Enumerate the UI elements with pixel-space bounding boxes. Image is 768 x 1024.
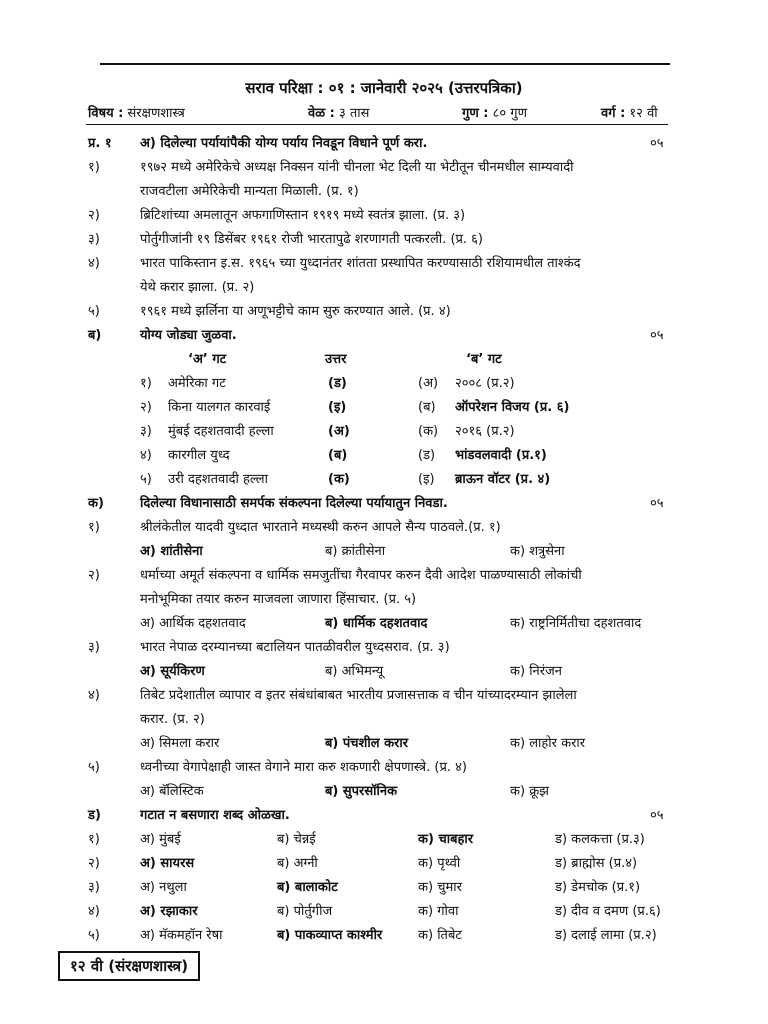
c2-option-b: ब) धार्मिक दहशतवाद	[325, 616, 428, 631]
c2-option-a: अ) आर्थिक दहशतवाद	[140, 616, 246, 631]
match-col-a: उरी दहशतवादी हल्ला	[168, 472, 268, 487]
col-b-header: ‘ब’ गट	[466, 352, 502, 367]
match-answer: (क)	[328, 472, 350, 487]
d-option-b: ब) अग्नी	[277, 856, 318, 871]
section-b-label: ब)	[88, 328, 102, 343]
question-number: प्र. १	[88, 136, 112, 151]
d-option-c: क) गोवा	[418, 904, 459, 919]
page-title: सराव परिक्षा : ०१ : जानेवारी २०२५ (उत्तरपत्रिका)	[245, 79, 523, 97]
match-b-key: (अ)	[418, 376, 439, 391]
a3-line1: पोर्तुगीजांनी १९ डिसेंबर १९६१ रोजी भारतापुढे शरणागती पत्करली. (प्र. ६)	[140, 232, 484, 247]
d-row-number: ४)	[88, 904, 100, 919]
marks-field: गुण : ८० गुण	[462, 106, 527, 121]
d-option-a: अ) मॅकमहॉन रेषा	[140, 928, 223, 943]
d-option-c: क) तिबेट	[418, 928, 462, 943]
d-option-c: क) चाबहार	[418, 832, 474, 847]
match-col-a: कारगील युध्द	[168, 448, 230, 463]
d-option-d: ड) ब्राह्मोस (प्र.४)	[555, 856, 638, 871]
section-a-marks: ०५	[650, 136, 664, 151]
a1-number: १)	[88, 160, 100, 175]
c5-option-c: क) क्रूझ	[510, 784, 550, 799]
c5-line1: ध्वनीच्या वेगापेक्षाही जास्त वेगाने मारा करु शकणारी क्षेपणास्त्रे. (प्र. ४)	[140, 760, 467, 775]
a5-line1: १९६१ मध्ये झर्लिना या अणूभट्टीचे काम सुरु करण्यात आले. (प्र. ४)	[140, 304, 451, 319]
a5-number: ५)	[88, 304, 100, 319]
d-row-number: १)	[88, 832, 100, 847]
a2-line1: ब्रिटिशांच्या अमलातून अफगाणिस्तान १९१९ मध्ये स्वतंत्र झाला. (प्र. ३)	[140, 208, 466, 223]
match-b-key: (इ)	[418, 472, 435, 487]
section-c-marks: ०५	[650, 496, 664, 511]
a4-number: ४)	[88, 256, 100, 271]
a4-line2: येथे करार झाला. (प्र. २)	[140, 280, 255, 295]
match-answer: (अ)	[328, 424, 350, 439]
d-row-number: ५)	[88, 928, 100, 943]
a1-line2: राजवटीला अमेरिकेची मान्यता मिळाली. (प्र. १)	[140, 184, 359, 199]
d-row-number: ३)	[88, 880, 100, 895]
c4-number: ४)	[88, 688, 100, 703]
c2-number: २)	[88, 568, 100, 583]
a2-number: २)	[88, 208, 100, 223]
time-field: वेळ : ३ तास	[308, 106, 370, 121]
match-col-b: ब्राऊन वॉटर (प्र. ४)	[455, 472, 551, 487]
d-option-d: ड) दलाई लामा (प्र.२)	[555, 928, 657, 943]
d-option-b: ब) चेन्नई	[277, 832, 316, 847]
c4-option-b: ब) पंचशील करार	[325, 736, 409, 751]
section-b-marks: ०५	[650, 328, 664, 343]
c5-option-a: अ) बॅलिस्टिक	[140, 784, 204, 799]
c4-option-c: क) लाहोर करार	[510, 736, 586, 751]
c3-option-c: क) निरंजन	[510, 664, 562, 679]
match-row-number: ४)	[140, 448, 152, 463]
col-answer-header: उत्तर	[325, 352, 347, 367]
col-a-header: ‘अ’ गट	[188, 352, 227, 367]
c1-option-a: अ) शांतीसेना	[140, 544, 203, 559]
match-col-b: ऑपरेशन विजय (प्र. ६)	[455, 400, 570, 415]
section-d-marks: ०५	[650, 808, 664, 823]
c3-line1: भारत नेपाळ दरम्यानच्या बटालियन पातळीवरील युध्दसराव. (प्र. ३)	[140, 640, 450, 655]
a4-line1: भारत पाकिस्तान इ.स. १९६५ च्या युध्दानंतर शांतता प्रस्थापित करण्यासाठी रशियामधील ताश्कंद	[140, 256, 581, 271]
match-b-key: (क)	[418, 424, 439, 439]
match-row-number: ५)	[140, 472, 152, 487]
c1-option-b: ब) क्रांतीसेना	[325, 544, 386, 559]
d-row-number: २)	[88, 856, 100, 871]
section-d-heading: गटात न बसणारा शब्द ओळखा.	[140, 808, 290, 823]
match-answer: (ड)	[328, 376, 347, 391]
c3-option-a: अ) सूर्यकिरण	[140, 664, 205, 679]
footer-class-label: १२ वी (संरक्षणशास्त्र)	[58, 951, 200, 981]
match-col-b: २०१६ (प्र.२)	[455, 424, 515, 439]
c2-line2: मनोभूमिका तयार करुन माजवला जाणारा हिंसाचार. (प्र. ५)	[140, 592, 417, 607]
c1-line1: श्रीलंकेतील यादवी युध्दात भारताने मध्यस्थी करुन आपले सैन्य पाठवले.(प्र. १)	[140, 520, 501, 535]
d-option-b: ब) बालाकोट	[277, 880, 338, 895]
c2-line1: धर्माच्या अमूर्त संकल्पना व धार्मिक समजुतींचा गैरवापर करुन दैवी आदेश पाळण्यासाठी लोकांची	[140, 568, 582, 583]
c3-option-b: ब) अभिमन्यू	[325, 664, 384, 679]
d-option-a: अ) नथुला	[140, 880, 187, 895]
c1-number: १)	[88, 520, 100, 535]
a1-line1: १९७२ मध्ये अमेरिकेचे अध्यक्ष निक्सन यांनी चीनला भेट दिली या भेटीतून चीनमधील साम्यवादी	[140, 160, 574, 175]
d-option-b: ब) पाकव्याप्त काश्मीर	[277, 928, 383, 943]
d-option-c: क) चुमार	[418, 880, 462, 895]
match-col-a: मुंबई दहशतवादी हल्ला	[168, 424, 274, 439]
match-col-b: भांडवलवादी (प्र.१)	[455, 448, 547, 463]
match-row-number: २)	[140, 400, 152, 415]
match-col-a: अमेरिका गट	[168, 376, 226, 391]
section-d-label: ड)	[88, 808, 101, 823]
match-row-number: १)	[140, 376, 152, 391]
match-answer: (ब)	[328, 448, 348, 463]
class-field: वर्ग : १२ वी	[601, 106, 658, 121]
c4-line2: करार. (प्र. २)	[140, 712, 205, 727]
c2-option-c: क) राष्ट्रनिर्मितीचा दहशतवाद	[510, 616, 642, 631]
top-rule	[100, 63, 670, 65]
d-option-a: अ) रझाकार	[140, 904, 198, 919]
c4-line1: तिबेट प्रदेशातील व्यापार व इतर संबंधांबाबत भारतीय प्रजासत्ताक व चीन यांच्यादरम्यान झालेला	[140, 688, 577, 703]
d-option-b: ब) पोर्तुगीज	[277, 904, 333, 919]
match-answer: (इ)	[328, 400, 347, 415]
c5-option-b: ब) सुपरसॉनिक	[325, 784, 398, 799]
match-row-number: ३)	[140, 424, 152, 439]
a3-number: ३)	[88, 232, 100, 247]
match-b-key: (ड)	[418, 448, 436, 463]
section-c-heading: दिलेल्या विधानासाठी समर्पक संकल्पना दिलेल्या पर्यायातुन निवडा.	[140, 496, 448, 511]
c3-number: ३)	[88, 640, 100, 655]
section-b-heading: योग्य जोड्या जुळवा.	[140, 328, 237, 343]
c1-option-c: क) शत्रुसेना	[510, 544, 565, 559]
c5-number: ५)	[88, 760, 100, 775]
section-a-heading: अ) दिलेल्या पर्यायांपैकी योग्य पर्याय निवडून विधाने पूर्ण करा.	[140, 136, 428, 151]
d-option-a: अ) मुंबई	[140, 832, 181, 847]
match-col-b: २००८ (प्र.२)	[455, 376, 515, 391]
c4-option-a: अ) सिमला करार	[140, 736, 220, 751]
d-option-d: ड) दीव व दमण (प्र.६)	[555, 904, 661, 919]
section-c-label: क)	[88, 496, 104, 511]
subject-field: विषय : संरक्षणशास्त्र	[88, 106, 185, 121]
d-option-c: क) पृथ्वी	[418, 856, 461, 871]
match-b-key: (ब)	[418, 400, 436, 415]
d-option-d: ड) कलकत्ता (प्र.३)	[555, 832, 645, 847]
match-col-a: किना यालगत कारवाई	[168, 400, 271, 415]
d-option-a: अ) सायरस	[140, 856, 195, 871]
header-rule	[86, 124, 668, 125]
d-option-d: ड) डेमचोक (प्र.१)	[555, 880, 641, 895]
